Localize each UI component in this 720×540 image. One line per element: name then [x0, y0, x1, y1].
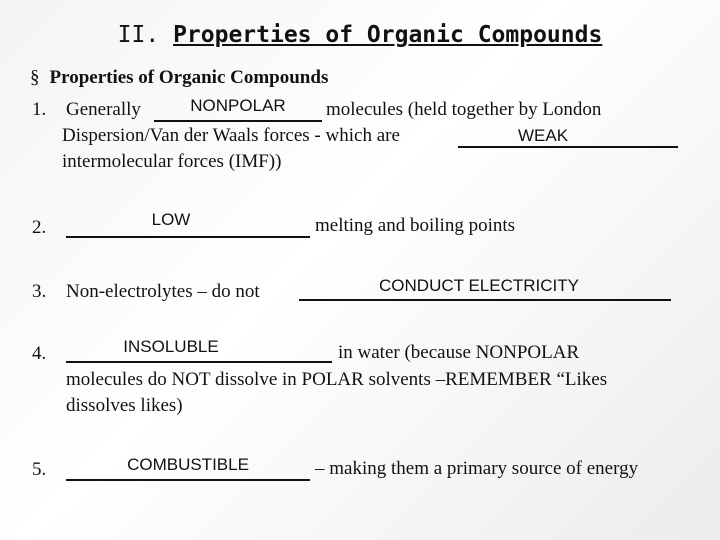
- bullet-text: Properties of Organic Compounds: [49, 67, 329, 88]
- bullet-heading: [30, 66, 328, 90]
- item-1-before: Generally: [66, 99, 141, 120]
- item-5-answer: COMBUSTIBLE: [127, 455, 249, 474]
- item-3-blank: [299, 299, 671, 301]
- item-4-after: in water (because NONPOLAR: [338, 342, 580, 363]
- item-5-blank: [66, 479, 310, 481]
- item-4-line-3: dissolves likes): [66, 395, 183, 416]
- item-3-before: Non-electrolytes – do not: [66, 281, 260, 302]
- item-4-number: 4.: [32, 343, 47, 364]
- item-1-after-1: molecules (held together by London: [326, 99, 602, 120]
- item-1-number: 1.: [32, 99, 47, 120]
- item-5-number: 5.: [32, 459, 47, 480]
- item-5-after: – making them a primary source of energy: [315, 458, 639, 479]
- item-1-blank-1: [154, 120, 322, 122]
- item-2-answer: LOW: [151, 210, 191, 229]
- bullet-marker: §: [30, 67, 40, 88]
- item-4-answer: INSOLUBLE: [123, 337, 219, 356]
- page-title: [0, 22, 720, 48]
- item-3-number: 3.: [32, 281, 47, 302]
- item-1-answer-2: WEAK: [517, 126, 569, 145]
- title-prefix: II.: [117, 22, 160, 48]
- item-2-number: 2.: [32, 217, 47, 238]
- item-2-after: melting and boiling points: [315, 215, 516, 236]
- item-2-blank: [66, 236, 310, 238]
- item-1-line-3: intermolecular forces (IMF)): [62, 151, 282, 172]
- item-3-answer: CONDUCT ELECTRICITY: [379, 276, 579, 295]
- item-1-answer-1: NONPOLAR: [190, 96, 286, 115]
- item-4-blank: [66, 361, 332, 363]
- item-1-line-2: Dispersion/Van der Waals forces - which are: [62, 125, 400, 146]
- item-4-line-2: molecules do NOT dissolve in POLAR solvents –REMEMBER “Likes: [66, 369, 608, 390]
- item-1-blank-2: [458, 146, 678, 148]
- title-text: Properties of Organic Compounds: [173, 22, 603, 48]
